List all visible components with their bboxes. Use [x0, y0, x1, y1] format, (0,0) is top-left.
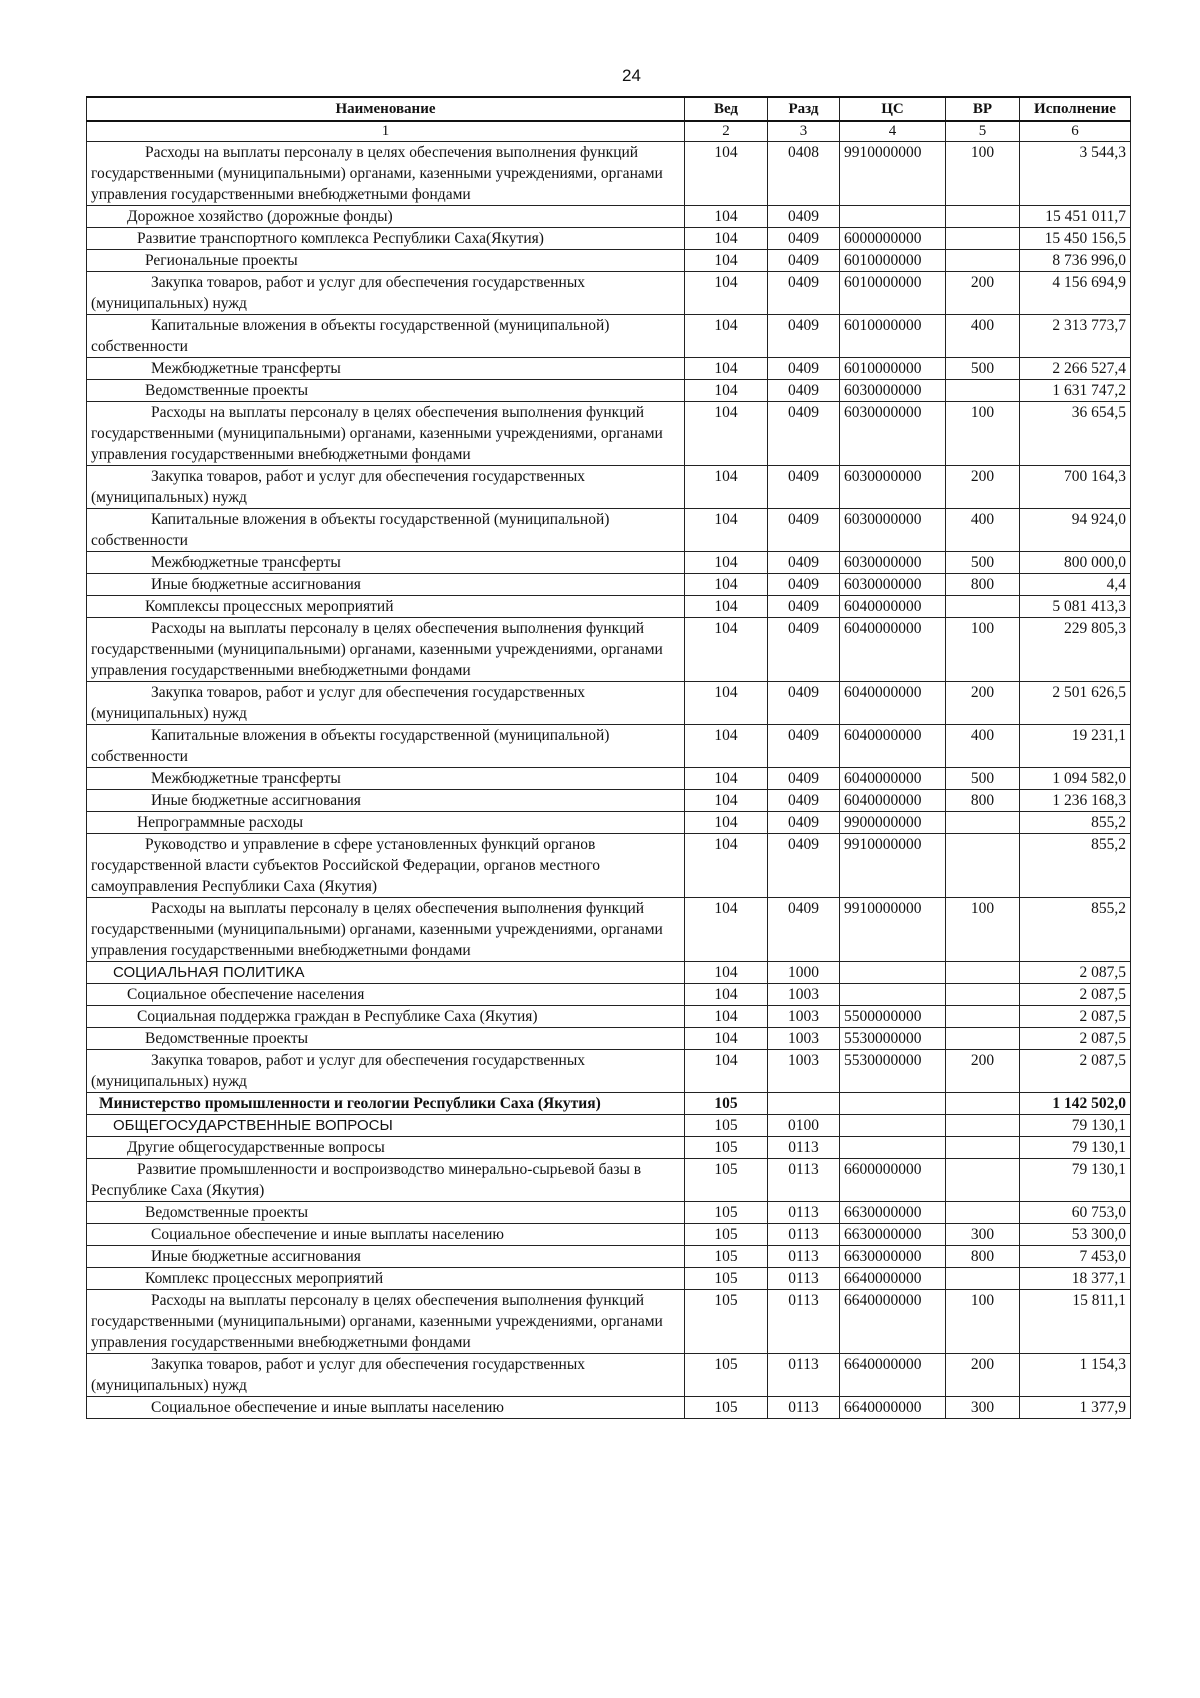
row-vr: 500: [946, 552, 1020, 574]
row-amount: 79 130,1: [1020, 1115, 1131, 1137]
row-name: Ведомственные проекты: [87, 1028, 685, 1050]
row-ved: 104: [685, 315, 768, 358]
row-cs: 9900000000: [840, 812, 946, 834]
header-number: 3: [768, 121, 840, 142]
row-ved: 104: [685, 358, 768, 380]
row-ved: 104: [685, 552, 768, 574]
row-vr: 100: [946, 402, 1020, 466]
row-razd: 1000: [768, 962, 840, 984]
row-ved: 104: [685, 682, 768, 725]
row-cs: [840, 1115, 946, 1137]
row-vr: 100: [946, 618, 1020, 682]
row-name: Министерство промышленности и геологии Республики Саха (Якутия): [87, 1093, 685, 1115]
table-row: [87, 1050, 1131, 1093]
row-amount: 5 081 413,3: [1020, 596, 1131, 618]
header-number-row: [87, 121, 1131, 142]
row-razd: 0409: [768, 509, 840, 552]
row-cs: 6030000000: [840, 509, 946, 552]
table-row: [87, 812, 1131, 834]
row-amount: 2 266 527,4: [1020, 358, 1131, 380]
row-cs: 6000000000: [840, 228, 946, 250]
row-amount: 700 164,3: [1020, 466, 1131, 509]
table-row: [87, 315, 1131, 358]
header-name: Наименование: [87, 97, 685, 121]
row-razd: 0409: [768, 402, 840, 466]
row-amount: 79 130,1: [1020, 1137, 1131, 1159]
row-ved: 104: [685, 725, 768, 768]
row-amount: 229 805,3: [1020, 618, 1131, 682]
row-name: Закупка товаров, работ и услуг для обеспечения государственных (муниципальных) нужд: [87, 1354, 685, 1397]
row-amount: 94 924,0: [1020, 509, 1131, 552]
row-razd: 0409: [768, 725, 840, 768]
row-name: Расходы на выплаты персоналу в целях обеспечения выполнения функций государственными (муниципальными) органами, казенными учреждениями, органами управления государственными внебюджетными фондами: [87, 898, 685, 962]
row-vr: 300: [946, 1397, 1020, 1419]
table-row: [87, 1137, 1131, 1159]
row-razd: 0113: [768, 1137, 840, 1159]
table-row: [87, 984, 1131, 1006]
row-name: Закупка товаров, работ и услуг для обеспечения государственных (муниципальных) нужд: [87, 466, 685, 509]
table-row: [87, 1159, 1131, 1202]
row-name: Закупка товаров, работ и услуг для обеспечения государственных (муниципальных) нужд: [87, 272, 685, 315]
row-vr: 800: [946, 790, 1020, 812]
row-name: Комплекс процессных мероприятий: [87, 1268, 685, 1290]
row-amount: 2 501 626,5: [1020, 682, 1131, 725]
row-cs: 6630000000: [840, 1202, 946, 1224]
row-amount: 4 156 694,9: [1020, 272, 1131, 315]
row-vr: [946, 228, 1020, 250]
row-cs: 5500000000: [840, 1006, 946, 1028]
row-cs: 9910000000: [840, 834, 946, 898]
row-ved: 104: [685, 962, 768, 984]
row-name: ОБЩЕГОСУДАРСТВЕННЫЕ ВОПРОСЫ: [87, 1115, 685, 1137]
row-cs: 6040000000: [840, 682, 946, 725]
table-row: [87, 962, 1131, 984]
row-name: Социальное обеспечение и иные выплаты населению: [87, 1224, 685, 1246]
table-row: [87, 1202, 1131, 1224]
row-razd: 0409: [768, 898, 840, 962]
table-body: [87, 142, 1131, 1419]
row-vr: [946, 1115, 1020, 1137]
row-vr: 200: [946, 466, 1020, 509]
row-name: Социальная поддержка граждан в Республике Саха (Якутия): [87, 1006, 685, 1028]
row-name: Расходы на выплаты персоналу в целях обеспечения выполнения функций государственными (муниципальными) органами, казенными учреждениями, органами управления государственными внебюджетными фондами: [87, 402, 685, 466]
row-razd: 0113: [768, 1246, 840, 1268]
header-number: 6: [1020, 121, 1131, 142]
row-name: Руководство и управление в сфере установленных функций органов государственной власти субъектов Российской Федерации, органов местного самоуправления Республики Саха (Якутия): [87, 834, 685, 898]
row-razd: 0113: [768, 1159, 840, 1202]
row-razd: 0409: [768, 790, 840, 812]
row-name: СОЦИАЛЬНАЯ ПОЛИТИКА: [87, 962, 685, 984]
row-vr: [946, 1028, 1020, 1050]
row-vr: [946, 206, 1020, 228]
row-cs: [840, 962, 946, 984]
row-vr: 400: [946, 725, 1020, 768]
row-amount: 2 087,5: [1020, 984, 1131, 1006]
row-vr: 400: [946, 509, 1020, 552]
row-amount: 79 130,1: [1020, 1159, 1131, 1202]
row-amount: 1 631 747,2: [1020, 380, 1131, 402]
table-row: [87, 768, 1131, 790]
row-cs: 6010000000: [840, 272, 946, 315]
row-vr: 100: [946, 1290, 1020, 1354]
row-ved: 105: [685, 1268, 768, 1290]
row-name: Капитальные вложения в объекты государственной (муниципальной) собственности: [87, 509, 685, 552]
row-name: Непрограммные расходы: [87, 812, 685, 834]
table-row: [87, 1115, 1131, 1137]
row-ved: 104: [685, 596, 768, 618]
row-name: Расходы на выплаты персоналу в целях обеспечения выполнения функций государственными (муниципальными) органами, казенными учреждениями, органами управления государственными внебюджетными фондами: [87, 1290, 685, 1354]
table-row: [87, 596, 1131, 618]
table-row: [87, 1397, 1131, 1419]
row-razd: 0113: [768, 1224, 840, 1246]
row-razd: 1003: [768, 984, 840, 1006]
row-amount: 7 453,0: [1020, 1246, 1131, 1268]
row-name: Иные бюджетные ассигнования: [87, 790, 685, 812]
row-razd: 1003: [768, 1028, 840, 1050]
header-number: 4: [840, 121, 946, 142]
row-name: Межбюджетные трансферты: [87, 358, 685, 380]
row-vr: 300: [946, 1224, 1020, 1246]
row-ved: 104: [685, 898, 768, 962]
row-amount: 1 142 502,0: [1020, 1093, 1131, 1115]
row-amount: 1 094 582,0: [1020, 768, 1131, 790]
row-razd: 0409: [768, 272, 840, 315]
row-ved: 105: [685, 1202, 768, 1224]
row-vr: [946, 596, 1020, 618]
row-cs: 6030000000: [840, 380, 946, 402]
row-razd: 0409: [768, 358, 840, 380]
row-ved: 104: [685, 1028, 768, 1050]
table-row: [87, 898, 1131, 962]
row-vr: [946, 1268, 1020, 1290]
row-ved: 104: [685, 509, 768, 552]
row-amount: 855,2: [1020, 812, 1131, 834]
header-vr: ВР: [946, 97, 1020, 121]
row-ved: 105: [685, 1246, 768, 1268]
row-ved: 104: [685, 380, 768, 402]
row-name: Расходы на выплаты персоналу в целях обеспечения выполнения функций государственными (муниципальными) органами, казенными учреждениями, органами управления государственными внебюджетными фондами: [87, 618, 685, 682]
row-vr: [946, 1137, 1020, 1159]
row-vr: 100: [946, 898, 1020, 962]
row-ved: 105: [685, 1290, 768, 1354]
row-amount: 2 087,5: [1020, 1006, 1131, 1028]
table-row: [87, 250, 1131, 272]
row-vr: 200: [946, 1050, 1020, 1093]
row-ved: 105: [685, 1224, 768, 1246]
row-vr: [946, 1006, 1020, 1028]
row-cs: 6630000000: [840, 1246, 946, 1268]
row-cs: 6030000000: [840, 552, 946, 574]
table-row: [87, 552, 1131, 574]
row-ved: 104: [685, 790, 768, 812]
row-razd: 0408: [768, 142, 840, 206]
row-cs: [840, 1137, 946, 1159]
row-amount: 1 377,9: [1020, 1397, 1131, 1419]
row-name: Региональные проекты: [87, 250, 685, 272]
table-row: [87, 1268, 1131, 1290]
row-amount: 1 236 168,3: [1020, 790, 1131, 812]
row-amount: 1 154,3: [1020, 1354, 1131, 1397]
row-vr: [946, 380, 1020, 402]
table-row: [87, 834, 1131, 898]
row-vr: [946, 1159, 1020, 1202]
row-amount: 60 753,0: [1020, 1202, 1131, 1224]
row-name: Дорожное хозяйство (дорожные фонды): [87, 206, 685, 228]
row-ved: 104: [685, 142, 768, 206]
row-razd: [768, 1093, 840, 1115]
row-name: Закупка товаров, работ и услуг для обеспечения государственных (муниципальных) нужд: [87, 682, 685, 725]
row-cs: 6010000000: [840, 315, 946, 358]
table-row: [87, 206, 1131, 228]
table-row: [87, 1246, 1131, 1268]
row-vr: [946, 1202, 1020, 1224]
row-amount: 19 231,1: [1020, 725, 1131, 768]
table-row: [87, 402, 1131, 466]
header-cs: ЦС: [840, 97, 946, 121]
row-ved: 104: [685, 984, 768, 1006]
row-name: Капитальные вложения в объекты государственной (муниципальной) собственности: [87, 315, 685, 358]
row-ved: 104: [685, 206, 768, 228]
row-ved: 105: [685, 1093, 768, 1115]
header-number: 2: [685, 121, 768, 142]
row-cs: 6640000000: [840, 1354, 946, 1397]
row-cs: 9910000000: [840, 142, 946, 206]
row-vr: [946, 834, 1020, 898]
row-amount: 4,4: [1020, 574, 1131, 596]
row-cs: 6040000000: [840, 768, 946, 790]
row-cs: 6010000000: [840, 358, 946, 380]
row-name: Расходы на выплаты персоналу в целях обеспечения выполнения функций государственными (муниципальными) органами, казенными учреждениями, органами управления государственными внебюджетными фондами: [87, 142, 685, 206]
header-razd: Разд: [768, 97, 840, 121]
row-cs: 6030000000: [840, 574, 946, 596]
row-ved: 105: [685, 1159, 768, 1202]
header-isp: Исполнение: [1020, 97, 1131, 121]
row-razd: 0409: [768, 768, 840, 790]
row-cs: 5530000000: [840, 1050, 946, 1093]
row-ved: 105: [685, 1137, 768, 1159]
row-razd: 1003: [768, 1050, 840, 1093]
row-name: Развитие промышленности и воспроизводство минерально-сырьевой базы в Республике Саха (Якутия): [87, 1159, 685, 1202]
row-amount: 18 377,1: [1020, 1268, 1131, 1290]
row-razd: 0409: [768, 834, 840, 898]
row-razd: 0409: [768, 682, 840, 725]
row-name: Ведомственные проекты: [87, 1202, 685, 1224]
row-vr: [946, 250, 1020, 272]
row-vr: 200: [946, 1354, 1020, 1397]
row-amount: 36 654,5: [1020, 402, 1131, 466]
row-vr: [946, 962, 1020, 984]
row-razd: 0409: [768, 574, 840, 596]
row-cs: 6030000000: [840, 466, 946, 509]
row-amount: 2 313 773,7: [1020, 315, 1131, 358]
row-razd: 0409: [768, 206, 840, 228]
row-ved: 104: [685, 1006, 768, 1028]
row-name: Капитальные вложения в объекты государственной (муниципальной) собственности: [87, 725, 685, 768]
page-number: 24: [622, 66, 641, 85]
row-amount: 855,2: [1020, 834, 1131, 898]
row-name: Закупка товаров, работ и услуг для обеспечения государственных (муниципальных) нужд: [87, 1050, 685, 1093]
row-ved: 104: [685, 834, 768, 898]
row-razd: 0100: [768, 1115, 840, 1137]
row-ved: 105: [685, 1354, 768, 1397]
table-row: [87, 1290, 1131, 1354]
row-name: Социальное обеспечение населения: [87, 984, 685, 1006]
header-number: 5: [946, 121, 1020, 142]
row-razd: 0409: [768, 228, 840, 250]
row-amount: 15 451 011,7: [1020, 206, 1131, 228]
row-cs: 5530000000: [840, 1028, 946, 1050]
row-ved: 104: [685, 250, 768, 272]
row-razd: 0409: [768, 380, 840, 402]
row-razd: 1003: [768, 1006, 840, 1028]
table-row: [87, 1354, 1131, 1397]
row-vr: 400: [946, 315, 1020, 358]
row-razd: 0113: [768, 1354, 840, 1397]
header-number: 1: [87, 121, 685, 142]
row-razd: 0409: [768, 596, 840, 618]
row-name: Социальное обеспечение и иные выплаты населению: [87, 1397, 685, 1419]
row-razd: 0409: [768, 315, 840, 358]
row-razd: 0409: [768, 466, 840, 509]
table-row: [87, 1006, 1131, 1028]
row-name: Комплексы процессных мероприятий: [87, 596, 685, 618]
row-cs: 6640000000: [840, 1290, 946, 1354]
row-cs: 6040000000: [840, 618, 946, 682]
row-cs: 6030000000: [840, 402, 946, 466]
row-amount: 15 811,1: [1020, 1290, 1131, 1354]
row-cs: 9910000000: [840, 898, 946, 962]
row-ved: 104: [685, 272, 768, 315]
row-razd: 0409: [768, 552, 840, 574]
header-row: [87, 97, 1131, 121]
budget-execution-table: [86, 96, 1131, 1419]
row-ved: 105: [685, 1115, 768, 1137]
table-row: [87, 618, 1131, 682]
row-vr: [946, 812, 1020, 834]
row-ved: 104: [685, 574, 768, 596]
row-vr: 500: [946, 768, 1020, 790]
row-ved: 104: [685, 812, 768, 834]
table-row: [87, 466, 1131, 509]
row-name: Иные бюджетные ассигнования: [87, 1246, 685, 1268]
row-amount: 2 087,5: [1020, 962, 1131, 984]
row-razd: 0113: [768, 1290, 840, 1354]
row-cs: [840, 206, 946, 228]
row-name: Другие общегосударственные вопросы: [87, 1137, 685, 1159]
table-row: [87, 380, 1131, 402]
row-ved: 105: [685, 1397, 768, 1419]
table-row: [87, 725, 1131, 768]
row-name: Межбюджетные трансферты: [87, 552, 685, 574]
row-vr: 200: [946, 272, 1020, 315]
row-amount: 800 000,0: [1020, 552, 1131, 574]
table-row: [87, 358, 1131, 380]
row-name: Ведомственные проекты: [87, 380, 685, 402]
row-amount: 8 736 996,0: [1020, 250, 1131, 272]
row-razd: 0113: [768, 1397, 840, 1419]
table-row: [87, 574, 1131, 596]
row-ved: 104: [685, 466, 768, 509]
row-amount: 2 087,5: [1020, 1028, 1131, 1050]
row-cs: [840, 984, 946, 1006]
row-vr: 200: [946, 682, 1020, 725]
table-row: [87, 142, 1131, 206]
row-vr: [946, 1093, 1020, 1115]
row-vr: 100: [946, 142, 1020, 206]
table-row: [87, 1224, 1131, 1246]
row-amount: 2 087,5: [1020, 1050, 1131, 1093]
row-razd: 0113: [768, 1202, 840, 1224]
table-row: [87, 1093, 1131, 1115]
row-cs: 6600000000: [840, 1159, 946, 1202]
row-cs: [840, 1093, 946, 1115]
table-row: [87, 228, 1131, 250]
row-razd: 0409: [768, 812, 840, 834]
row-amount: 15 450 156,5: [1020, 228, 1131, 250]
row-razd: 0409: [768, 250, 840, 272]
row-amount: 3 544,3: [1020, 142, 1131, 206]
row-vr: 500: [946, 358, 1020, 380]
row-ved: 104: [685, 228, 768, 250]
row-cs: 6040000000: [840, 790, 946, 812]
row-ved: 104: [685, 1050, 768, 1093]
table-row: [87, 682, 1131, 725]
row-razd: 0113: [768, 1268, 840, 1290]
row-ved: 104: [685, 402, 768, 466]
row-cs: 6640000000: [840, 1268, 946, 1290]
row-name: Иные бюджетные ассигнования: [87, 574, 685, 596]
row-ved: 104: [685, 768, 768, 790]
row-vr: 800: [946, 1246, 1020, 1268]
row-cs: 6040000000: [840, 596, 946, 618]
row-vr: 800: [946, 574, 1020, 596]
row-name: Межбюджетные трансферты: [87, 768, 685, 790]
row-cs: 6640000000: [840, 1397, 946, 1419]
row-amount: 53 300,0: [1020, 1224, 1131, 1246]
row-cs: 6040000000: [840, 725, 946, 768]
row-vr: [946, 984, 1020, 1006]
row-amount: 855,2: [1020, 898, 1131, 962]
row-cs: 6630000000: [840, 1224, 946, 1246]
header-ved: Вед: [685, 97, 768, 121]
row-name: Развитие транспортного комплекса Республики Саха(Якутия): [87, 228, 685, 250]
row-cs: 6010000000: [840, 250, 946, 272]
row-razd: 0409: [768, 618, 840, 682]
table-row: [87, 1028, 1131, 1050]
table-row: [87, 272, 1131, 315]
table-row: [87, 790, 1131, 812]
table-row: [87, 509, 1131, 552]
row-ved: 104: [685, 618, 768, 682]
